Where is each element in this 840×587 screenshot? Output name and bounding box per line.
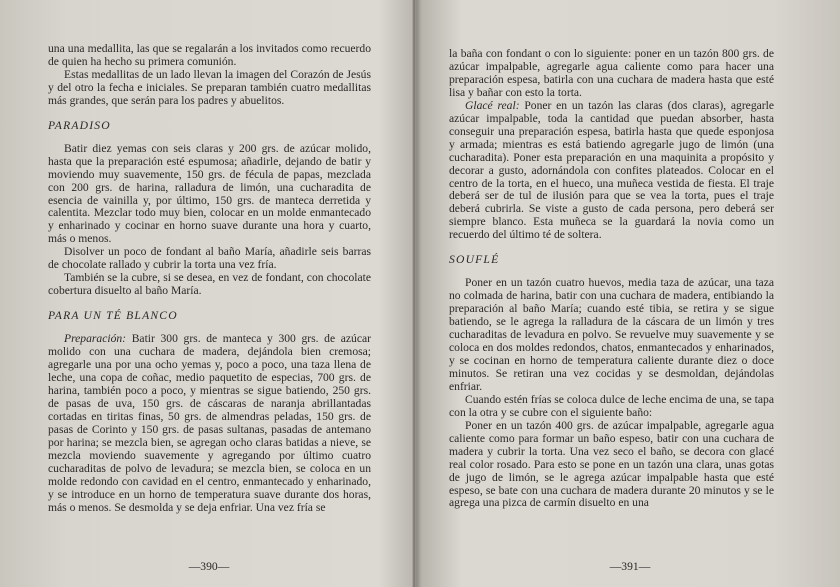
glace-text: Poner en un tazón las claras (dos claras), agregarle azúcar impalpable, toda la cantidad que puedan absorber, hasta conseguir una preparación espesa, batirla hasta que quede esponjosa y armada; mientras es está batiendo agregarle jugo de limón (una cucharadita). Poner esta preparación en una maquinita a propósito y decorar a gusto, adornándola con confites plateados. Colocar en el centro de la torta, en el hueco, una muñeca vestida de fiesta. El traje deberá ser de tul de ilusión para que se vea la torta, pues el traje deberá cubrirla. Se viste a gusto de cada persona, pero deberá ser siempre blanco. Esta muñeca se la guardará la novia como un recuerdo del último té de soltera. xyxy=(449,98,774,242)
continued-paragraph: la baña con fondant o con lo siguiente: poner en un tazón 800 grs. de azúcar impalpable, agregarle agua caliente como para hacer una preparación espesa, batirla con una cuchara de madera hasta que esté lisa y bañar con esto la torta. xyxy=(449,47,774,99)
paradiso-paragraph-1: Batir diez yemas con seis claras y 200 grs. de azúcar molido, hasta que la preparación esté espumosa; añadirle, dejando de batir y moviendo muy suavemente, 150 grs. de fécula de papas, mezclada con 200 grs. de harina, ralladura de limón, una cucharadita de esencia de vainilla y, por último, 150 grs. de manteca derretida y calentita. Mezclar todo muy bien, colocar en un molde enmantecado y enharinado y cocinar en horno suave durante una hora y cuarto, más o menos. xyxy=(48,141,371,246)
soufle-paragraph-3: Poner en un tazón 400 grs. de azúcar impalpable, agregarle agua caliente como para formar un baño espeso, batir con una cuchara de madera y cubrir la torta. Una vez seco el baño, se decora con glacé real color rosado. Para esto se pone en un tazón una clara, unas gotas de jugo de limón, se le agrega azúcar impalpable hasta que esté espeso, se bate con una cuchara de madera durante 20 minutos y se le agrega una pizca de carmín disuelto en una xyxy=(449,418,774,510)
paradiso-paragraph-3: También se la cubre, si se desea, en vez de fondant, con chocolate cobertura disuelto al baño María. xyxy=(48,271,371,298)
te-blanco-paragraph xyxy=(48,333,371,514)
book-spine xyxy=(412,0,416,587)
te-blanco-lead: Preparación: xyxy=(64,332,127,346)
glace-paragraph xyxy=(449,100,774,242)
intro-paragraph-2: Estas medallitas de un lado llevan la imagen del Corazón de Jesús y del otro la fecha e iniciales. Se preparan también cuatro medallitas más grandes, que serán para los padres y abuelitos. xyxy=(48,67,371,107)
soufle-paragraph-1: Poner en un tazón cuatro huevos, media taza de azúcar, una taza no colmada de harina, batir con una cuchara de madera, entibiando la preparación al baño María; cuando esté tibia, se retira y se sigue batiendo, se le agrega la ralladura de la cáscara de un limón y tres cucharaditas de levadura en polvo. Se revuelve muy suavemente y se coloca en dos moldes redondos, chatos, enmantecados y enharinados, y se cocinan en horno de temperatura caliente durante diez o doce minutos. Se retiran una vez cocidas y se desmoldan, dejándolas enfriar. xyxy=(449,276,774,393)
section-title-te-blanco: PARA UN TÉ BLANCO xyxy=(48,309,178,323)
soufle-paragraph-2: Cuando estén frías se coloca dulce de leche encima de una, se tapa con la otra y se cubre con el siguiente baño: xyxy=(449,392,774,419)
section-title-paradiso: PARADISO xyxy=(48,118,111,132)
section-title-soufle: SOUFLÉ xyxy=(449,253,500,267)
right-page-text xyxy=(449,48,774,510)
intro-paragraph-1: una una medallita, las que se regalarán a los invitados como recuerdo de quien ha hecho su primera comunión. xyxy=(48,42,371,68)
right-page xyxy=(420,0,840,587)
page-number-right: —391— xyxy=(609,560,651,573)
glace-lead: Glacé real: xyxy=(465,98,520,112)
page-number-left: —390— xyxy=(188,560,230,573)
left-page-text xyxy=(48,43,371,514)
left-page xyxy=(0,0,418,587)
te-blanco-text: Batir 300 grs. de manteca y 300 grs. de azúcar molido con una cuchara de madera, dejándola bien cremosa; agregarle una por una ocho yemas y, poco a poco, una taza llena de leche, una copa de coñac, medio paquetito de especias, 700 grs. de harina, también poco a poco, y mientras se sigue batiendo, 250 grs. de pasas de uva, 150 grs. de cáscaras de naranja abrillantadas cortadas en tiritas finas, 50 grs. de almendras peladas, 150 grs. de pasas de Corinto y 150 grs. de pasas sultanas, pasadas de antemano por harina; se mezcla bien, se agregan ocho claras batidas a nieve, se mezcla moviendo suavemente y agregando por último cuatro cucharaditas de polvo de levadura; se mezcla bien, se coloca en un molde redondo con cavidad en el centro, enmantecado y enharinado, y se introduce en un horno de temperatura suave durante dos horas, más o menos. Se desmolda y se deja enfriar. Una vez fría se xyxy=(48,332,371,514)
paradiso-paragraph-2: Disolver un poco de fondant al baño María, añadirle seis barras de chocolate rallado y cubrir la torta una vez fría. xyxy=(48,245,371,272)
